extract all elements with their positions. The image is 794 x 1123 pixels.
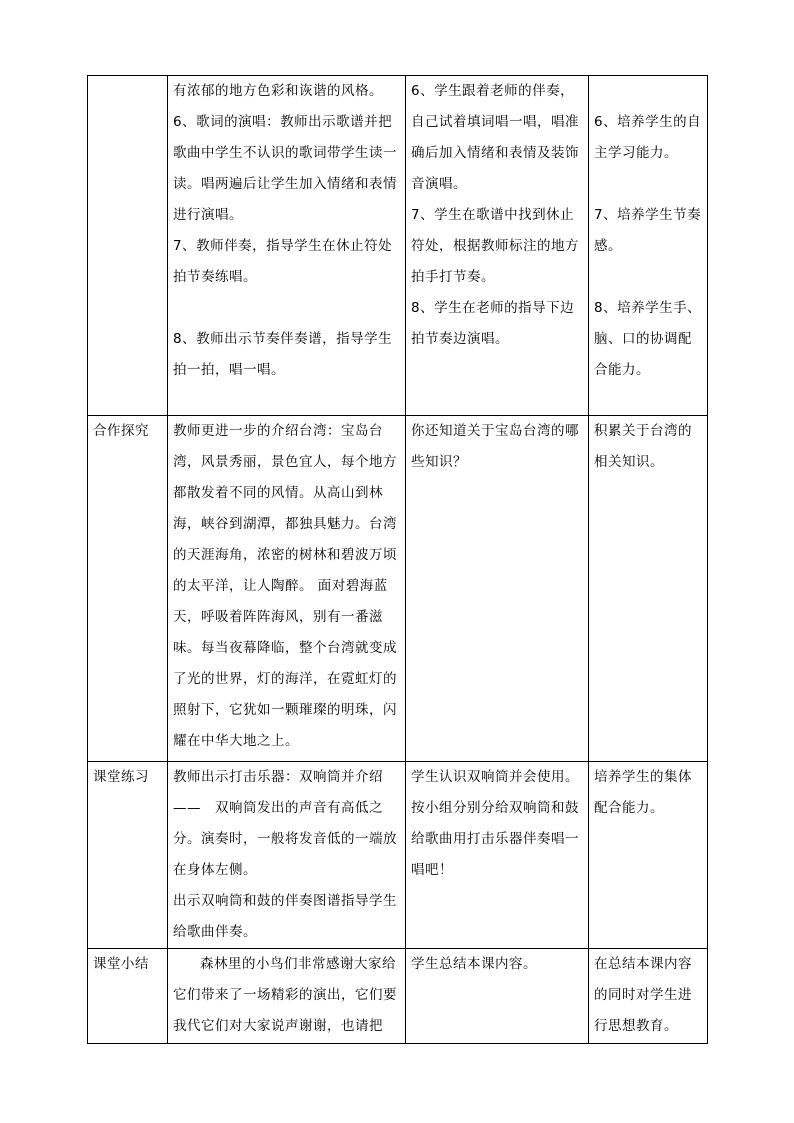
table-row — [88, 416, 708, 762]
teacher-activity-cell: 森林里的小鸟们非常感谢大家给它们带来了一场精彩的演出，它们要我代它们对大家说声谢谢，也请把 — [168, 949, 406, 1044]
table-row — [88, 949, 708, 1044]
purpose-cell: 在总结本课内容的同时对学生进行思想教育。 — [589, 949, 708, 1044]
section-cell: 合作探究 — [88, 416, 168, 762]
lesson-plan-table — [87, 75, 708, 1044]
student-activity-cell — [406, 76, 589, 416]
student-activity-cell: 你还知道关于宝岛台湾的哪些知识？ — [406, 416, 589, 762]
teacher-activity-cell — [168, 762, 406, 949]
teacher-paragraph: 8、教师出示节奏伴奏谱，指导学生拍一拍，唱一唱。 — [173, 331, 393, 378]
teacher-activity-cell: 教师更进一步的介绍台湾：宝岛台湾，风景秀丽，景色宜人，每个地方都散发着不同的风情。从高山到林海，峡谷到湖潭，都独具魅力。台湾的天涯海角，浓密的树林和碧波万顷的太平洋，让人陶醉。 面对碧海蓝天，呼吸着阵阵海风，别有一番滋味。每当夜幕降临，整个台湾就变成了光的世界，灯的海洋，在霓虹灯的照射下，它犹如一颗璀璨的明珠，闪耀在中华大地之上。 — [168, 416, 406, 762]
student-paragraph: 6、学生跟着老师的伴奏，自己试着填词唱一唱，唱准确后加入情绪和表情及装饰音演唱。 — [411, 83, 579, 192]
table-row — [88, 76, 708, 416]
purpose-paragraph: 6、培养学生的自主学习能力。 — [594, 114, 702, 161]
table-row — [88, 762, 708, 949]
purpose-paragraph: 8、培养学生手、脑、口的协调配合能力。 — [594, 300, 702, 378]
spacer — [594, 169, 702, 200]
spacer — [173, 293, 400, 324]
student-activity-cell: 学生总结本课内容。 — [406, 949, 589, 1044]
student-paragraph: 8、学生在老师的指导下边拍节奏边演唱。 — [411, 300, 575, 347]
teacher-paragraph: 7、教师伴奏，指导学生在休止符处拍节奏练唱。 — [173, 238, 393, 285]
purpose-cell — [589, 76, 708, 416]
section-cell: 课堂小结 — [88, 949, 168, 1044]
purpose-cell: 积累关于台湾的相关知识。 — [589, 416, 708, 762]
section-cell — [88, 76, 168, 416]
student-activity-cell: 学生认识双响筒并会使用。按小组分别分给双响筒和鼓给歌曲用打击乐器伴奏唱一唱吧！ — [406, 762, 589, 949]
spacer — [594, 262, 702, 293]
spacer — [594, 76, 702, 107]
teacher-paragraph: 教师出示打击乐器：双响筒并介绍—— 双响筒发出的声音有高低之分。演奏时，一般将发音低的一端放在身体左侧。 — [173, 769, 397, 878]
teacher-activity-cell — [168, 76, 406, 416]
purpose-paragraph: 7、培养学生节奏感。 — [594, 207, 702, 254]
teacher-paragraph: 出示双响筒和鼓的伴奏图谱指导学生给歌曲伴奏。 — [173, 893, 397, 940]
teacher-paragraph: 6、歌词的演唱：教师出示歌谱并把歌曲中学生不认识的歌词带学生读一读。唱两遍后让学生加入情绪和表情进行演唱。 — [173, 114, 397, 223]
section-cell: 课堂练习 — [88, 762, 168, 949]
purpose-cell: 培养学生的集体配合能力。 — [589, 762, 708, 949]
teacher-paragraph: 有浓郁的地方色彩和诙谐的风格。 — [173, 83, 383, 99]
student-paragraph: 7、学生在歌谱中找到休止符处，根据教师标注的地方拍手打节奏。 — [411, 207, 579, 285]
